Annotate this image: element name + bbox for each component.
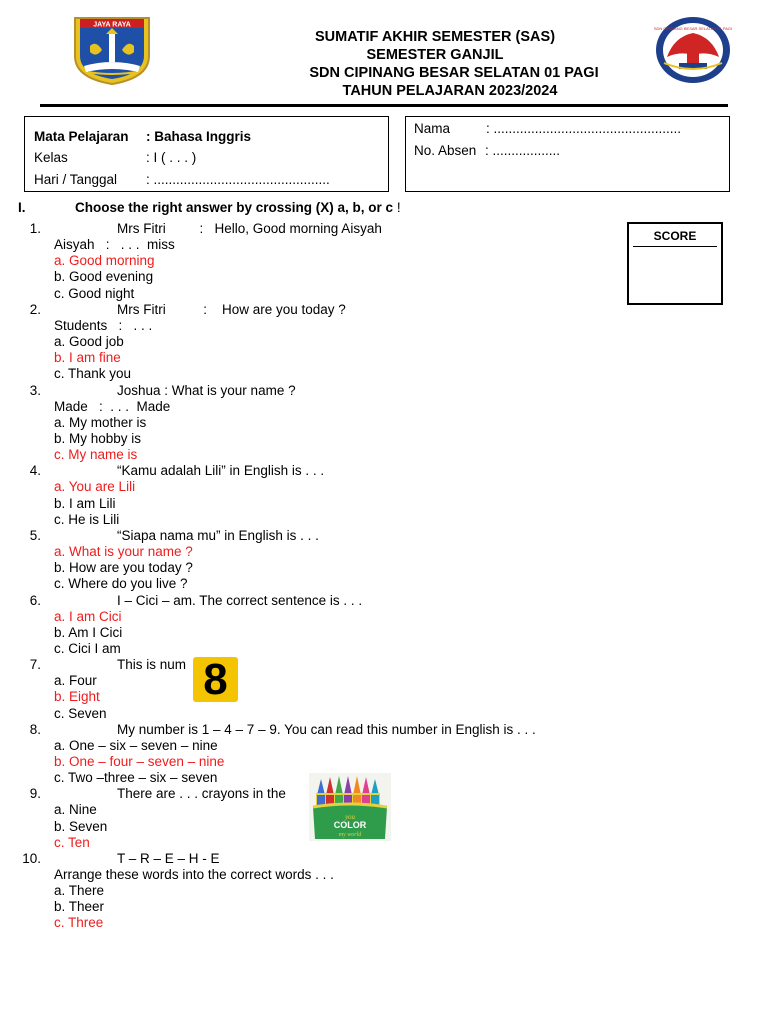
option-row bbox=[0, 286, 768, 302]
question-text: “Siapa nama mu” in English is . . . bbox=[117, 527, 319, 543]
question-row bbox=[0, 722, 768, 738]
answer-option[interactable]: b. Seven bbox=[54, 818, 108, 834]
answer-option[interactable]: b. Good evening bbox=[54, 269, 154, 285]
question-row bbox=[0, 302, 768, 318]
class-value: : I ( . . . ) bbox=[146, 150, 197, 165]
question-row bbox=[0, 463, 768, 479]
question-row bbox=[0, 221, 768, 237]
section-number: I. bbox=[18, 200, 26, 215]
question-text: Mrs Fitri : How are you today ? bbox=[117, 301, 346, 317]
number-eight-text: 8 bbox=[203, 655, 228, 704]
answer-option[interactable]: b. One – four – seven – nine bbox=[54, 753, 225, 769]
answer-option[interactable]: c. Seven bbox=[54, 705, 107, 721]
option-row bbox=[0, 641, 768, 657]
option-row bbox=[0, 625, 768, 641]
option-row bbox=[0, 915, 768, 931]
absen-label: No. Absen bbox=[414, 143, 477, 158]
question-row bbox=[0, 383, 768, 399]
answer-option[interactable]: a. Good job bbox=[54, 334, 124, 349]
header-line-year: TAHUN PELAJARAN 2023/2024 bbox=[342, 83, 558, 99]
instruction-main: Choose the right answer by crossing (X) a, b, or c bbox=[75, 200, 394, 215]
option-row bbox=[0, 334, 768, 350]
question-number: 4. bbox=[29, 463, 41, 479]
answer-option[interactable]: a. I am Cici bbox=[54, 608, 122, 624]
option-row bbox=[0, 609, 768, 625]
option-row bbox=[0, 673, 768, 689]
option-row bbox=[0, 415, 768, 431]
question-text: Joshua : What is your name ? bbox=[117, 382, 296, 398]
question-row bbox=[0, 528, 768, 544]
question-number: 2. bbox=[29, 301, 41, 317]
question-row bbox=[0, 593, 768, 609]
question-row bbox=[0, 657, 768, 673]
question-number: 8. bbox=[29, 721, 41, 737]
question-number: 7. bbox=[29, 657, 41, 672]
question-extra-row bbox=[0, 237, 768, 253]
question-text: “Kamu adalah Lili” in English is . . . bbox=[117, 463, 325, 479]
question-number: 5. bbox=[29, 527, 41, 543]
answer-option[interactable]: c. Two –three – six – seven bbox=[54, 770, 218, 786]
date-field[interactable]: : ............................................... bbox=[146, 172, 330, 187]
crayon-text-you: you bbox=[344, 813, 356, 821]
header-line-semester: SEMESTER GANJIL bbox=[366, 47, 504, 63]
question-prompt: Made : . . . Made bbox=[54, 398, 171, 414]
question-text: Mrs Fitri : Hello, Good morning Aisyah bbox=[117, 221, 382, 236]
question-text: There are . . . crayons in the bbox=[117, 786, 286, 802]
option-row bbox=[0, 269, 768, 285]
question-text: My number is 1 – 4 – 7 – 9. You can read this number in English is . . . bbox=[117, 721, 536, 737]
subject-label: Mata Pelajaran bbox=[34, 129, 129, 144]
name-field[interactable]: : .................................................. bbox=[486, 121, 682, 136]
option-row bbox=[0, 447, 768, 463]
answer-option[interactable]: b. Theer bbox=[54, 899, 105, 915]
answer-option[interactable]: a. Nine bbox=[54, 802, 97, 818]
question-prompt: Students : . . . bbox=[54, 317, 153, 333]
answer-option[interactable]: c. My name is bbox=[54, 447, 138, 463]
logo-motto: JAYA RAYA bbox=[93, 21, 131, 29]
question-row bbox=[0, 851, 768, 867]
crayon-box-image bbox=[309, 773, 391, 841]
answer-option[interactable]: a. What is your name ? bbox=[54, 544, 193, 559]
answer-option[interactable]: c. Three bbox=[54, 915, 104, 931]
absen-field[interactable]: : .................. bbox=[485, 143, 561, 158]
answer-option[interactable]: b. My hobby is bbox=[54, 430, 142, 446]
option-row bbox=[0, 738, 768, 754]
question-prompt: Aisyah : . . . miss bbox=[54, 237, 175, 253]
crayon-text-color: COLOR bbox=[333, 820, 367, 830]
answer-option[interactable]: c. He is Lili bbox=[54, 511, 120, 527]
answer-option[interactable]: c. Thank you bbox=[54, 366, 132, 382]
option-row bbox=[0, 883, 768, 899]
question-number: 10. bbox=[22, 850, 41, 866]
answer-option[interactable]: c. Good night bbox=[54, 285, 135, 301]
answer-option[interactable]: a. You are Lili bbox=[54, 479, 136, 495]
question-text: T – R – E – H - E bbox=[117, 850, 220, 866]
option-row bbox=[0, 366, 768, 382]
answer-option[interactable]: a. My mother is bbox=[54, 414, 147, 430]
answer-option[interactable]: a. Good morning bbox=[54, 253, 155, 269]
answer-option[interactable]: b. How are you today ? bbox=[54, 560, 193, 576]
crayon-text-world: my world bbox=[338, 832, 362, 838]
question-prompt: Arrange these words into the correct words . . . bbox=[54, 867, 334, 882]
answer-option[interactable]: a. One – six – seven – nine bbox=[54, 737, 218, 753]
instruction-suffix: ! bbox=[393, 200, 401, 215]
answer-option[interactable]: b. Am I Cici bbox=[54, 624, 123, 640]
header-line-title: SUMATIF AKHIR SEMESTER (SAS) bbox=[314, 29, 556, 45]
option-row bbox=[0, 576, 768, 592]
answer-option[interactable]: b. I am Lili bbox=[54, 495, 116, 511]
date-label: Hari / Tanggal bbox=[34, 172, 118, 187]
option-row bbox=[0, 899, 768, 915]
answer-option[interactable]: b. I am fine bbox=[54, 350, 121, 366]
option-row bbox=[0, 253, 768, 269]
answer-option[interactable]: c. Cici I am bbox=[54, 640, 121, 656]
option-row bbox=[0, 350, 768, 366]
header-line-school: SDN CIPINANG BESAR SELATAN 01 PAGI bbox=[309, 65, 599, 81]
number-eight-image bbox=[193, 657, 238, 702]
question-number: 9. bbox=[29, 786, 41, 802]
option-row bbox=[0, 560, 768, 576]
name-label: Nama bbox=[414, 121, 451, 136]
answer-option[interactable]: b. Eight bbox=[54, 689, 100, 705]
option-row bbox=[0, 496, 768, 512]
question-text: This is num bbox=[117, 657, 187, 672]
option-row bbox=[0, 689, 768, 705]
subject-value: : Bahasa Inggris bbox=[146, 129, 252, 144]
question-text: I – Cici – am. The correct sentence is . . . bbox=[117, 592, 363, 608]
answer-option[interactable]: c. Where do you live ? bbox=[54, 576, 188, 592]
answer-option[interactable]: c. Ten bbox=[54, 834, 90, 850]
option-row bbox=[0, 479, 768, 495]
score-label: SCORE bbox=[653, 229, 697, 243]
question-number: 6. bbox=[29, 592, 41, 608]
question-extra-row bbox=[0, 867, 768, 883]
class-label: Kelas bbox=[34, 150, 68, 165]
question-extra-row bbox=[0, 399, 768, 415]
option-row bbox=[0, 706, 768, 722]
logo-school-name: SDN CIPINANG BESAR SELATAN 01 PAGI bbox=[654, 26, 732, 31]
question-number: 1. bbox=[29, 221, 41, 236]
option-row bbox=[0, 512, 768, 528]
question-extra-row bbox=[0, 318, 768, 334]
answer-option[interactable]: a. There bbox=[54, 883, 105, 899]
question-number: 3. bbox=[29, 382, 41, 398]
answer-option[interactable]: a. Four bbox=[54, 673, 97, 689]
option-row bbox=[0, 544, 768, 560]
option-row bbox=[0, 754, 768, 770]
option-row bbox=[0, 431, 768, 447]
